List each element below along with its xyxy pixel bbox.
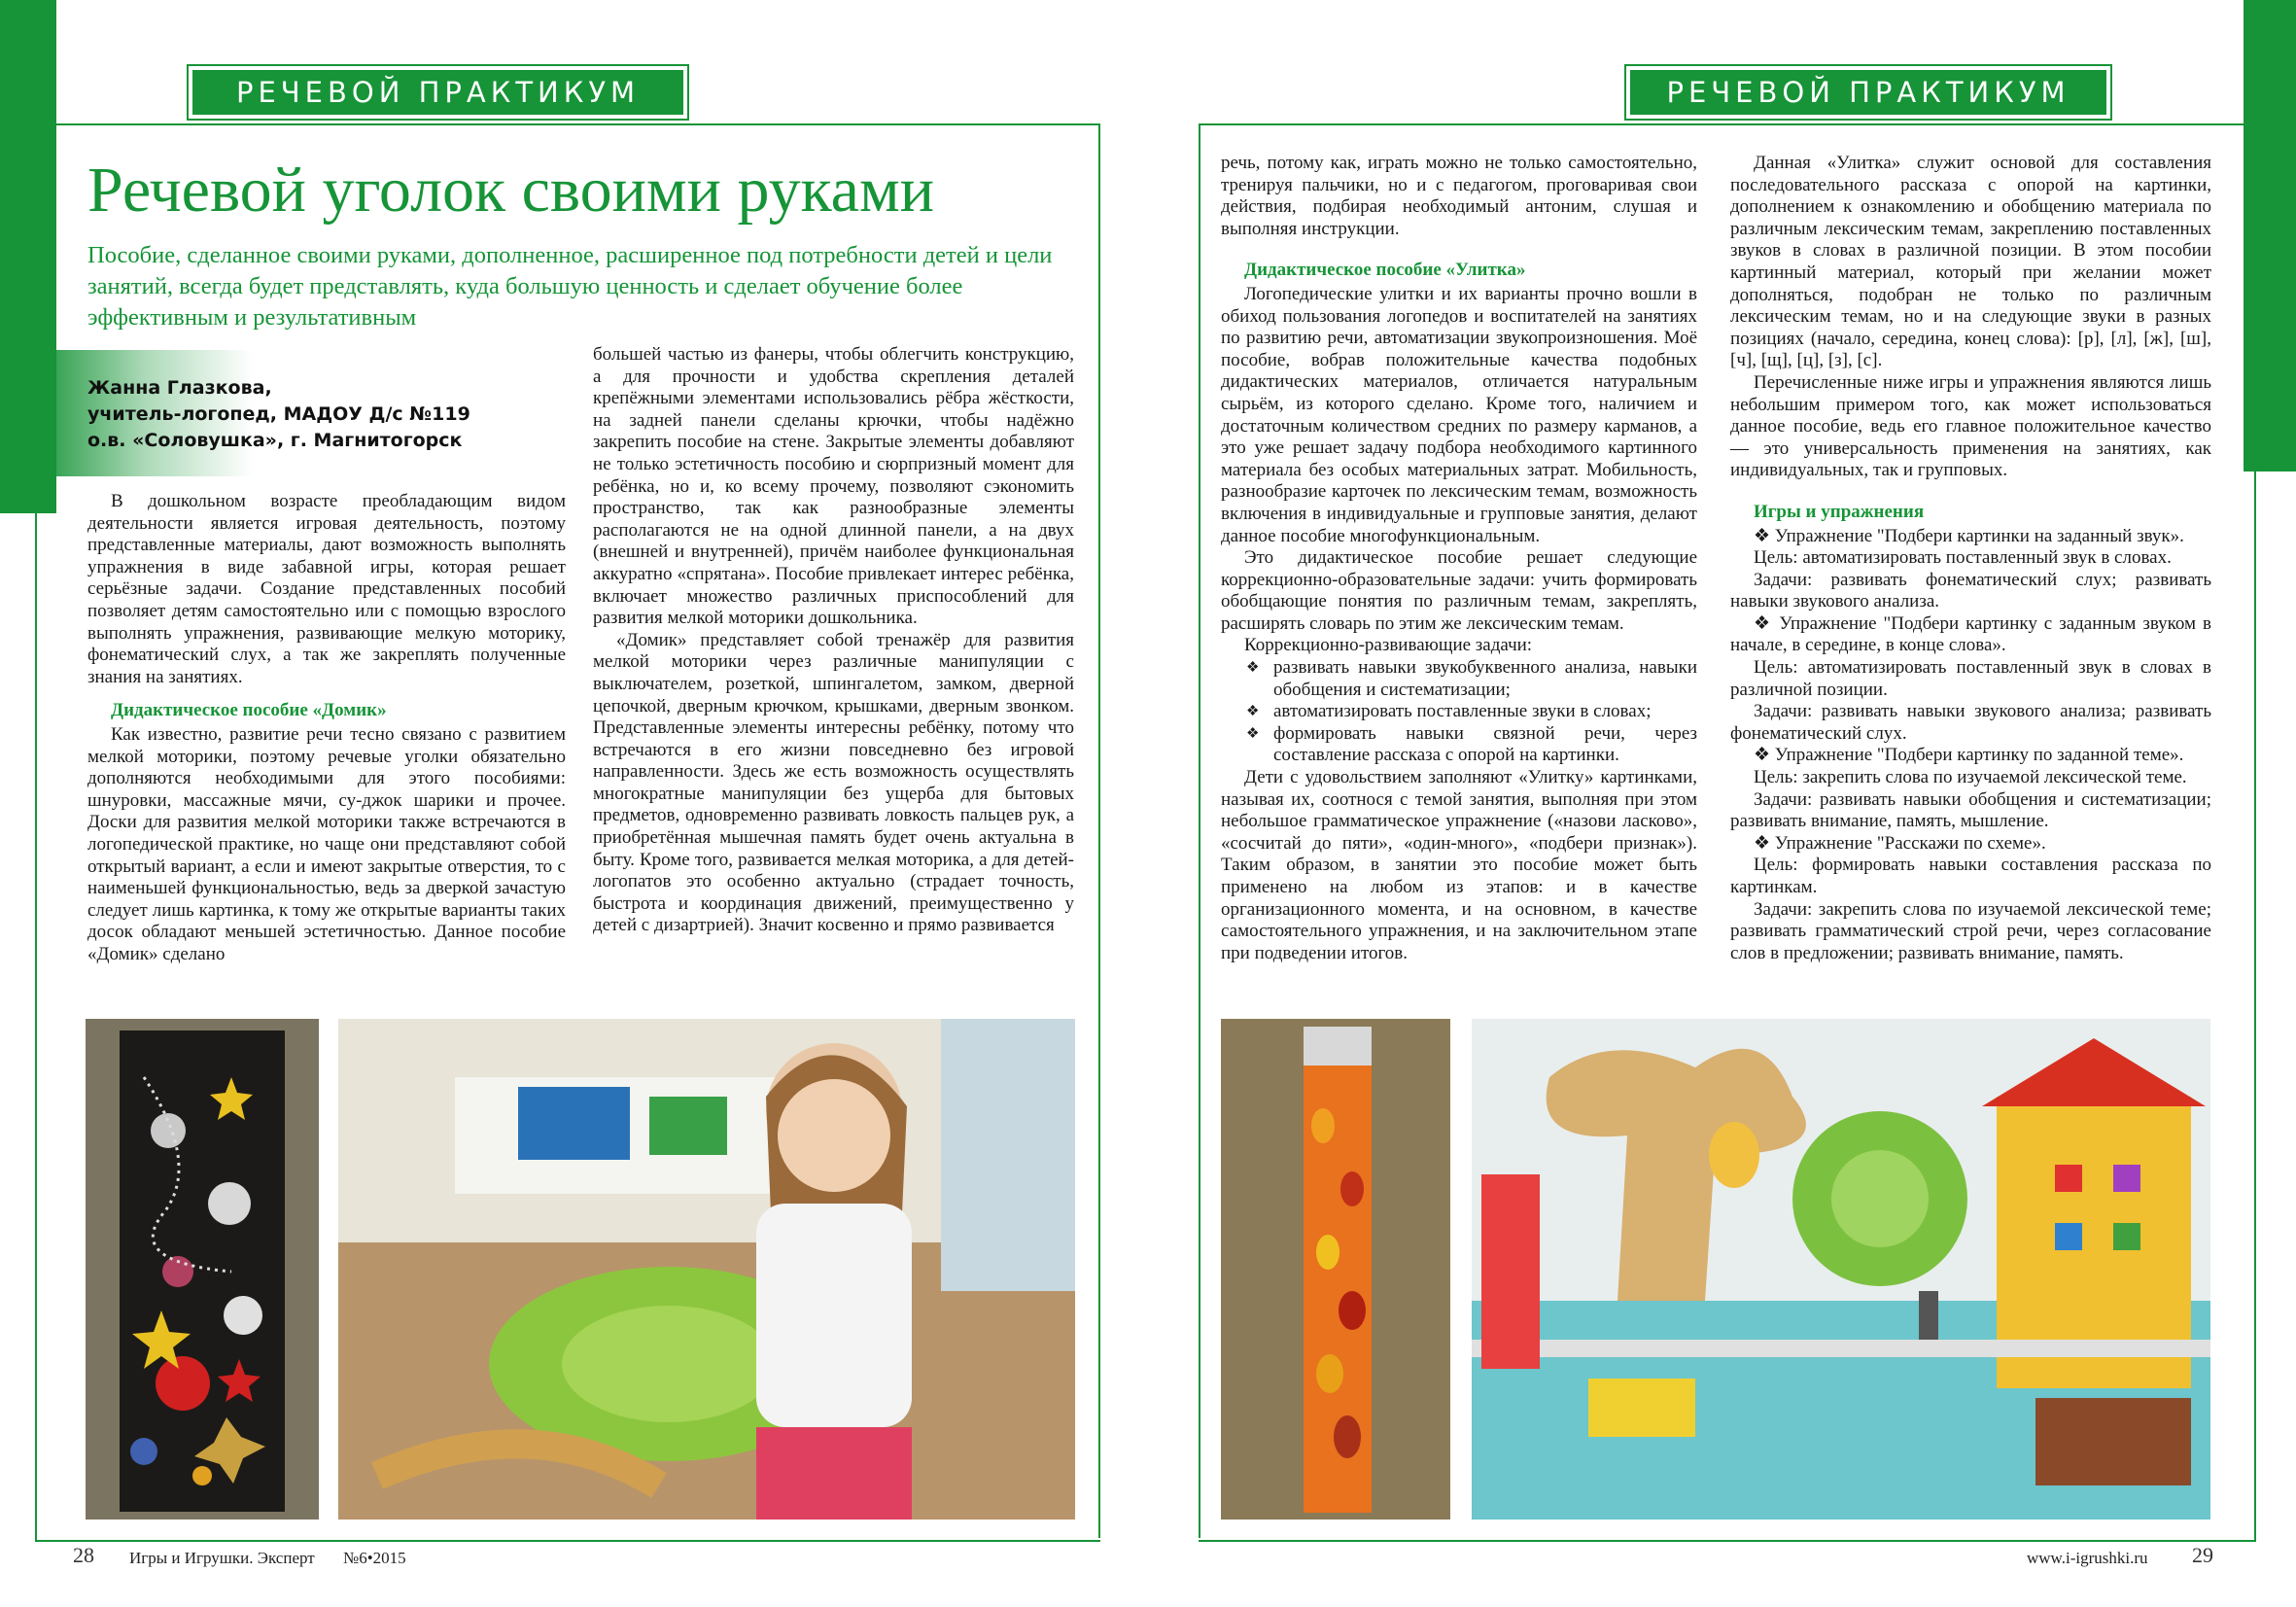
article-title: Речевой уголок своими руками [87, 155, 935, 226]
paragraph: Как известно, развитие речи тесно связано с развитием мелкой моторики, поэтому речевые уголки обязательно дополняются необходимыми для этого пособиями: шнуровки, массажные мячи, су-джок шарики и прочее. Доски для развития мелкой моторики также встречаются в логопедической практике, но чаще они представляют собой открытый вариант, а если и имеют закрытые отверстия, то с наименьшей функциональностью, ведь за дверкой зачастую следует лишь картинка, к тому же открытые варианты таких досок обладают меньшей эстетичностью. Данное пособие «Домик» сделано [87, 723, 566, 964]
author-position: учитель-логопед, МАДОУ Д/с №119 [87, 403, 470, 425]
exercise-goal: Цель: формировать навыки составления рассказа по картинкам. [1730, 855, 2211, 897]
girl-photo-illustration [338, 1019, 1075, 1520]
site-url: www.i-igrushki.ru [2027, 1549, 2148, 1567]
exercise-title: ❖ Упражнение "Подбери картинку с заданным звуком в начале, в середине, в конце слова». [1730, 612, 2211, 656]
rubric-right: РЕЧЕВОЙ ПРАКТИКУМ [1630, 70, 2106, 115]
issue-number: №6•2015 [343, 1549, 406, 1567]
exercise-title: ❖ Упражнение "Расскажи по схеме». [1754, 832, 2046, 854]
author-block [0, 350, 486, 476]
exercise-title: ❖ Упражнение "Подбери картинки на заданный звук». [1754, 525, 2184, 546]
list-item: ❖ развивать навыки звукобуквенного анализа, навыки обобщения и систематизации; [1273, 657, 1697, 701]
list-item: ❖ формировать навыки связной речи, через составление рассказа с опорой на картинки. [1273, 723, 1697, 767]
orange-board-illustration [1221, 1019, 1450, 1520]
exercise-goal: Цель: закрепить слова по изучаемой лексической теме. [1754, 767, 2187, 788]
magazine-name: Игры и Игрушки. Эксперт [129, 1549, 315, 1567]
author-org: о.в. «Соловушка», г. Магнитогорск [87, 430, 463, 451]
right-frame-left-edge [1199, 123, 1200, 1538]
author-name: Жанна Глазкова, [87, 377, 272, 399]
text-column-2 [593, 344, 1074, 937]
page-number-left: 28 [73, 1543, 94, 1567]
exercise-tasks: Задачи: развивать навыки звукового анализа; развивать фонематический слух. [1730, 701, 2211, 744]
list-item: ❖ автоматизировать поставленные звуки в словах; [1273, 701, 1697, 723]
text-column-4 [1730, 153, 2211, 964]
page-number-right: 29 [2192, 1543, 2213, 1567]
article-lead: Пособие, сделанное своими руками, дополненное, расширенное под потребности детей и цели занятий, всегда будет представлять, куда большую ценность и сделает обучение более эффективным и результативным [87, 242, 1053, 331]
felt-board-illustration [86, 1019, 319, 1520]
exercise-tasks: Задачи: развивать фонематический слух; развивать навыки звукового анализа. [1730, 569, 2211, 612]
section-heading-ulitka: Дидактическое пособие «Улитка» [1244, 260, 1526, 281]
text-column-1 [87, 491, 566, 965]
exercise-tasks: Задачи: закрепить слова по изучаемой лексической теме; развивать грамматический строй речи, через согласование слов в предложении; развивать внимание, память. [1730, 898, 2211, 963]
paragraph: «Домик» представляет собой тренажёр для развития мелкой моторики через различные манипуляции с выключателем, розеткой, шпингалетом, замком, дверной цепочкой, дверным крючком, крышками, дверным звонком. Представленные элементы интересны ребёнку, потому что встречаются в его жизни повседневно без игровой направленности. Здесь же есть возможность осуществлять многократные манипуляции без ущерба для бытовых предметов, одновременно развивать ловкость пальцев рук, а приобретённая мышечная память будет очень актуальна в быту. Кроме того, развивается мелкая моторика, а для детей-логопатов это особенно актуально (страдает точность, быстрота и координация движений, преимущественно у детей с дизартрией). Значит косвенно и прямо развивается [593, 629, 1074, 936]
paragraph: В дошкольном возрасте преобладающим видом деятельности является игровая деятельность, поэтому представленные материалы, дают возможность выполнять упражнения в виде забавной игры, которая решает серьёзные задачи. Создание представленных пособий позволяет детям самостоятельно или с помощью взрослого выполнять упражнения, развивающие мелкую моторику, фонематический слух, а так же закреплять полученные знания на занятиях. [87, 491, 566, 687]
section-heading-domik: Дидактическое пособие «Домик» [111, 700, 387, 721]
left-frame-right-edge [1098, 123, 1100, 1538]
exercise-goal: Цель: автоматизировать поставленный звук в словах в различной позиции. [1730, 657, 2211, 700]
paragraph: большей частью из фанеры, чтобы облегчить конструкцию, а для прочности и удобства скрепления деталей крепёжными элементами использовались рёбра жёсткости, на задней панели сделаны крючки, чтобы надёжно закрепить пособие на стене. Закрытые элементы добавляют не только эстетичность пособию и сюрпризный момент для ребёнка, но и, ко всему прочему, позволяют сэкономить пространство, так как разнообразные элементы располагаются не на одной длинной панели, а на двух (внешней и внутренней), причём наиболее функциональная аккуратно «спрятана». Пособие привлекает интерес ребёнка, включает множество различных приспособлений для развития мелкой моторики дошкольника. [593, 344, 1074, 629]
photo-black-felt-board [86, 1019, 319, 1520]
section-heading-games: Игры и упражнения [1754, 501, 1925, 522]
text-column-3 [1221, 153, 1697, 964]
paragraph: Перечисленные ниже игры и упражнения являются лишь небольшим примером того, как может использоваться данное пособие, ведь его главное положительное качество — это универсальность применения на занятиях, как индивидуальных, так и групповых. [1730, 371, 2211, 481]
exercise-title: ❖ Упражнение "Подбери картинку по заданной теме». [1754, 745, 2184, 766]
paragraph: Коррекционно-развивающие задачи: [1244, 635, 1533, 656]
paragraph: Данная «Улитка» служит основой для составления последовательного рассказа с опорой на картинки, дополнением к ознакомлению и обобщению материала по различным лексическим темам, закреплению поставленных звуков в словах в различной позиции. В этом пособии картинный материал, который при желании может дополняться, подобран не только по различным лексическим темам, но и на следующие звуки в разных позициях (начало, середина, конец слова): [р], [л], [ж], [ш], [ч], [щ], [ц], [з], [с]. [1730, 153, 2211, 371]
paragraph: речь, потому как, играть можно не только самостоятельно, тренируя пальчики, но и с педагогом, проговаривая свои действия, подбирая необходимый антоним, слушая и выполняя инструкции. [1221, 153, 1697, 239]
photo-girl-with-snail [338, 1019, 1075, 1520]
exercise-goal: Цель: автоматизировать поставленный звук в словах. [1754, 547, 2172, 569]
paragraph: Логопедические улитки и их варианты прочно вошли в обиход пользования логопедов и воспитателей на занятиях по развитию речи, автоматизации звукопроизношения. Моё пособие, вобрав положительные качества подобных дидактических материалов, отличается натуральным сырьём, из которого сделано. Кроме того, наличием и достаточным количеством средних по размеру карманов, а это уже решает задачу подбора необходимого картинного материала без особых материальных затрат. Мобильность, разнообразие карточек по лексическим темам, возможность включения в индивидуальные и групповые занятия, делают данное пособие многофункциональным. [1221, 283, 1697, 546]
tasks-list [1221, 657, 1697, 767]
photo-tree-snail-house [1472, 1019, 2210, 1520]
paragraph: Это дидактическое пособие решает следующие коррекционно-образовательные задачи: учить формировать обобщающие понятия по различным темам, закреплять, расширять словарь по этим же лексическим темам. [1221, 547, 1697, 634]
paragraph: Дети с удовольствием заполняют «Улитку» картинками, называя их, соотнося с темой занятия, выполняя при этом небольшое грамматическое упражнение («назови ласково», «сосчитай до пяти», «один-много», «подбери признак»). Таким образом, в занятии это пособие может быть применено на любом из этапов: и в качестве организационного момента, и на основном, в качестве самостоятельного упражнения, и на заключительном этапе при подведении итогов. [1221, 767, 1697, 963]
photo-orange-felt-board [1221, 1019, 1450, 1520]
tree-snail-house-illustration [1472, 1019, 2210, 1520]
rubric-left: РЕЧЕВОЙ ПРАКТИКУМ [192, 70, 683, 115]
exercise-tasks: Задачи: развивать навыки обобщения и систематизации; развивать внимание, память, мышление. [1730, 788, 2211, 832]
